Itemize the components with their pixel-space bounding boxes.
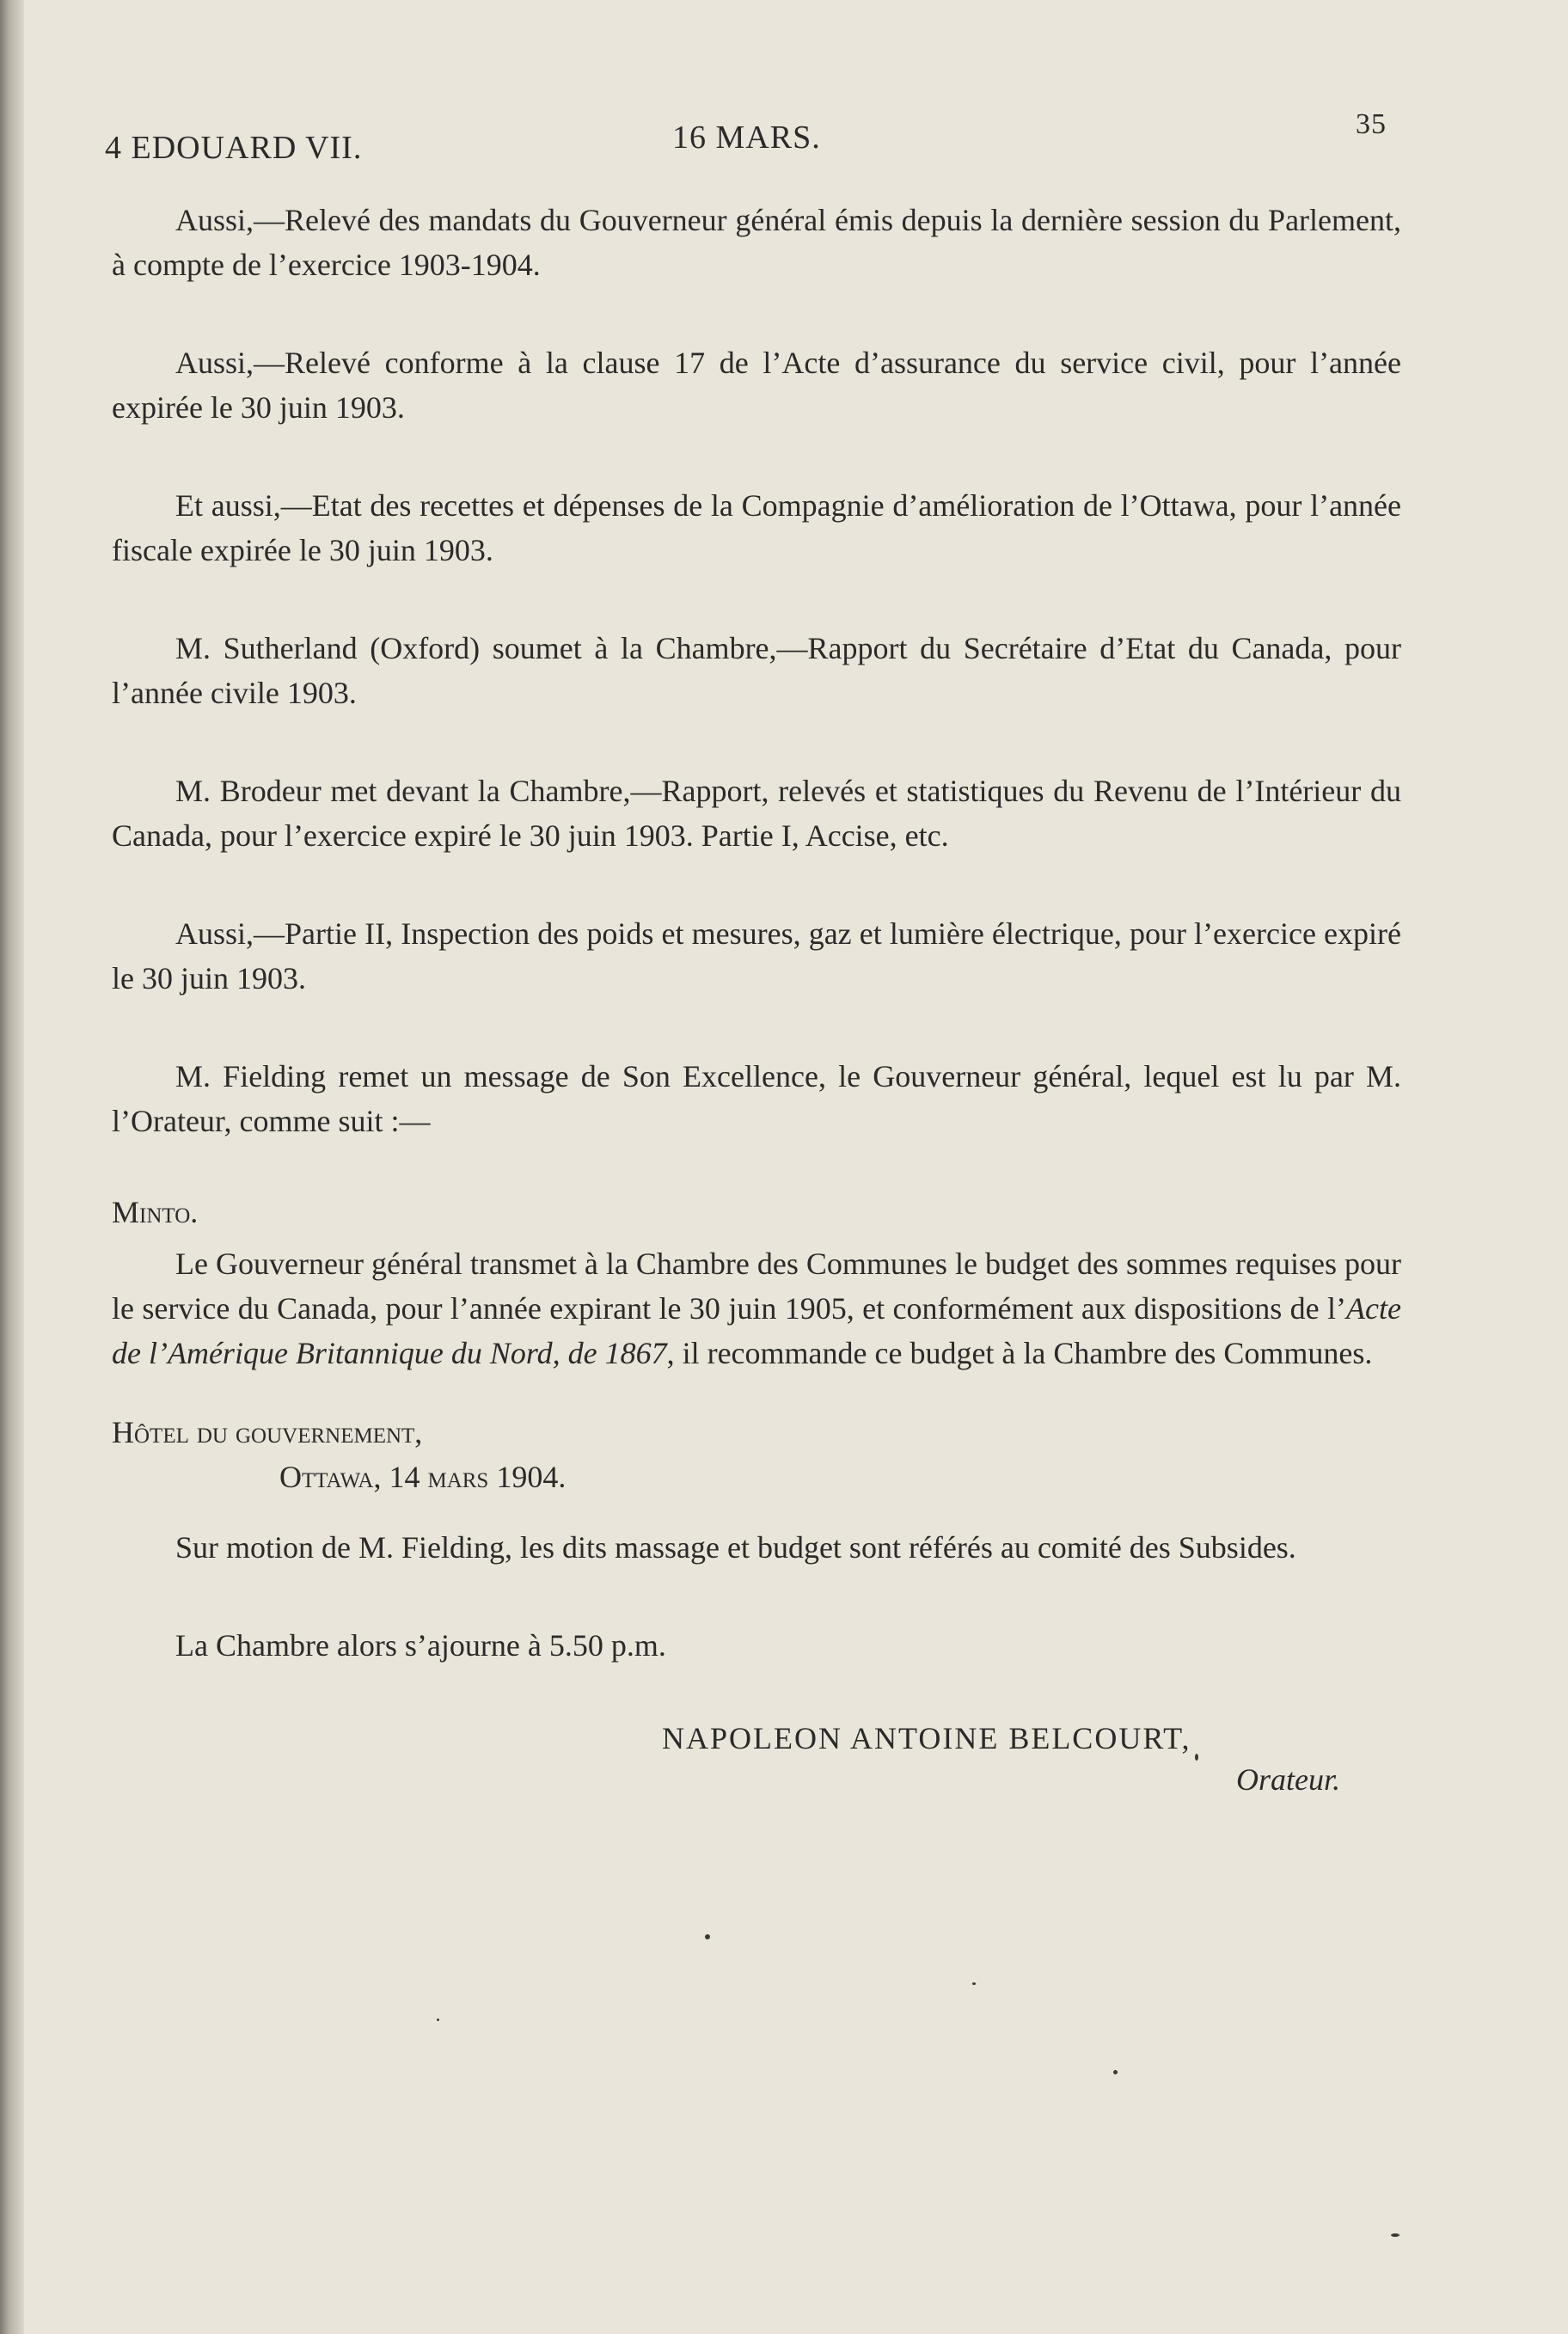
speaker-name: NAPOLEON ANTOINE BELCOURT, [662,1721,1191,1755]
running-header [105,108,1394,170]
journal-body [112,198,1401,1810]
page-binding-edge [0,0,24,2334]
paragraph-et-aussi-ottawa: Et aussi,—Etat des recettes et dépenses de la Compagnie d’amélioration de l’Ottawa, pour l’année fiscale expirée le 30 juin 1903. [112,488,1401,567]
paragraph-motion-subsides: Sur motion de M. Fielding, les dits massage et budget sont référés au comité des Subsides. [175,1530,1296,1565]
paper-speck [1113,2070,1118,2074]
header-reign: 4 EDOUARD VII. [105,130,363,166]
paper-speck [1391,2233,1400,2237]
message-signer: Minto. [112,1195,199,1229]
paragraph-brodeur: M. Brodeur met devant la Chambre,—Rapport, relevés et statistiques du Revenu de l’Intérieur du Canada, pour l’exercice expiré le 30 juin 1903. Partie I, Accise, etc. [112,774,1401,853]
page-number: 35 [1356,108,1387,140]
message-place: Hôtel du gouvernement, [112,1415,423,1449]
paper-speck [972,1982,976,1985]
paper-speck [1195,1754,1198,1761]
paper-speck [705,1934,710,1939]
paragraph-partie-ii: Aussi,—Partie II, Inspection des poids et mesures, gaz et lumière électrique, pour l’exercice expiré le 30 juin 1903. [112,916,1401,995]
message-text-end: , il recommande ce budget à la Chambre des Communes. [666,1336,1373,1370]
message-city-date: Ottawa, 14 mars 1904. [279,1460,567,1494]
paragraph-aussi-service-civil: Aussi,—Relevé conforme à la clause 17 de l’Acte d’assurance du service civil, pour l’année expirée le 30 juin 1903. [112,346,1401,425]
paragraph-sutherland: M. Sutherland (Oxford) soumet à la Chambre,—Rapport du Secrétaire d’Etat du Canada, pour l’année civile 1903. [112,631,1401,710]
speaker-title: Orateur. [1236,1762,1341,1797]
paragraph-fielding-message: M. Fielding remet un message de Son Excellence, le Gouverneur général, lequel est lu par M. l’Orateur, comme suit :— [112,1059,1401,1138]
message-text [112,1241,1401,1375]
paragraph-adjournment: La Chambre alors s’ajourne à 5.50 p.m. [175,1628,666,1663]
header-date: 16 MARS. [672,119,821,156]
message-text-start: Le Gouverneur général transmet à la Chambre des Communes le budget des sommes requises pour le service du Canada, pour l’année expirant le 30 juin 1905, et conformément aux dispositions de l’ [112,1247,1401,1326]
governor-message [112,1190,1401,1375]
paragraph-aussi-mandats: Aussi,—Relevé des mandats du Gouverneur général émis depuis la dernière session du Parlement, à compte de l’exercice 1903-1904. [112,203,1401,282]
signature-block [112,1716,1401,1810]
message-act-title: Acte de l’Amérique Britannique du Nord, de 1867 [112,1291,1401,1370]
paper-speck [437,2019,439,2021]
